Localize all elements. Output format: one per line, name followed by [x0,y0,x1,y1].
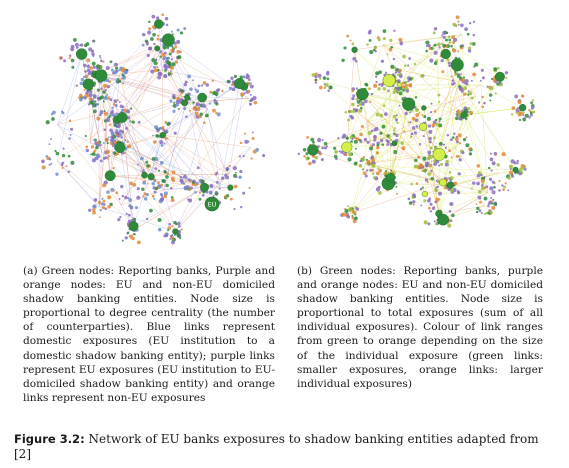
eu-hub-label: EU [207,200,217,209]
subcaption-a: (a) Green nodes: Reporting banks, Purple and orange nodes: EU and non-EU domiciled shadow banking entities. Node size is proportional to degree centrality (the number of counterparties). Blue links represent domestic exposures (EU institution to a domestic shadow banking entity); purple links represent EU exposures (EU institution to EU-domiciled shadow banking entity) and orange links represent non-EU exposures [23,265,275,404]
figure-caption [14,432,554,462]
subcaption-b: (b) Green nodes: Reporting banks, purple and orange nodes: EU and non-EU domiciled shadow banking entities. Node size is proportional to total exposures (sum of all individual exposures). Colour of link ranges from green to orange depending on the size of the individual exposure (green links: smaller exposures, orange links: larger individual exposures) [297,265,543,390]
network-figure-a [22,4,277,259]
network-figure-b [292,4,547,259]
network-nodes [298,15,536,227]
figure-caption-text: Network of EU banks exposures to shadow banking entities adapted from [2] [14,432,539,461]
figure-label: Figure 3.2: [14,432,85,446]
network-nodes [41,13,265,244]
